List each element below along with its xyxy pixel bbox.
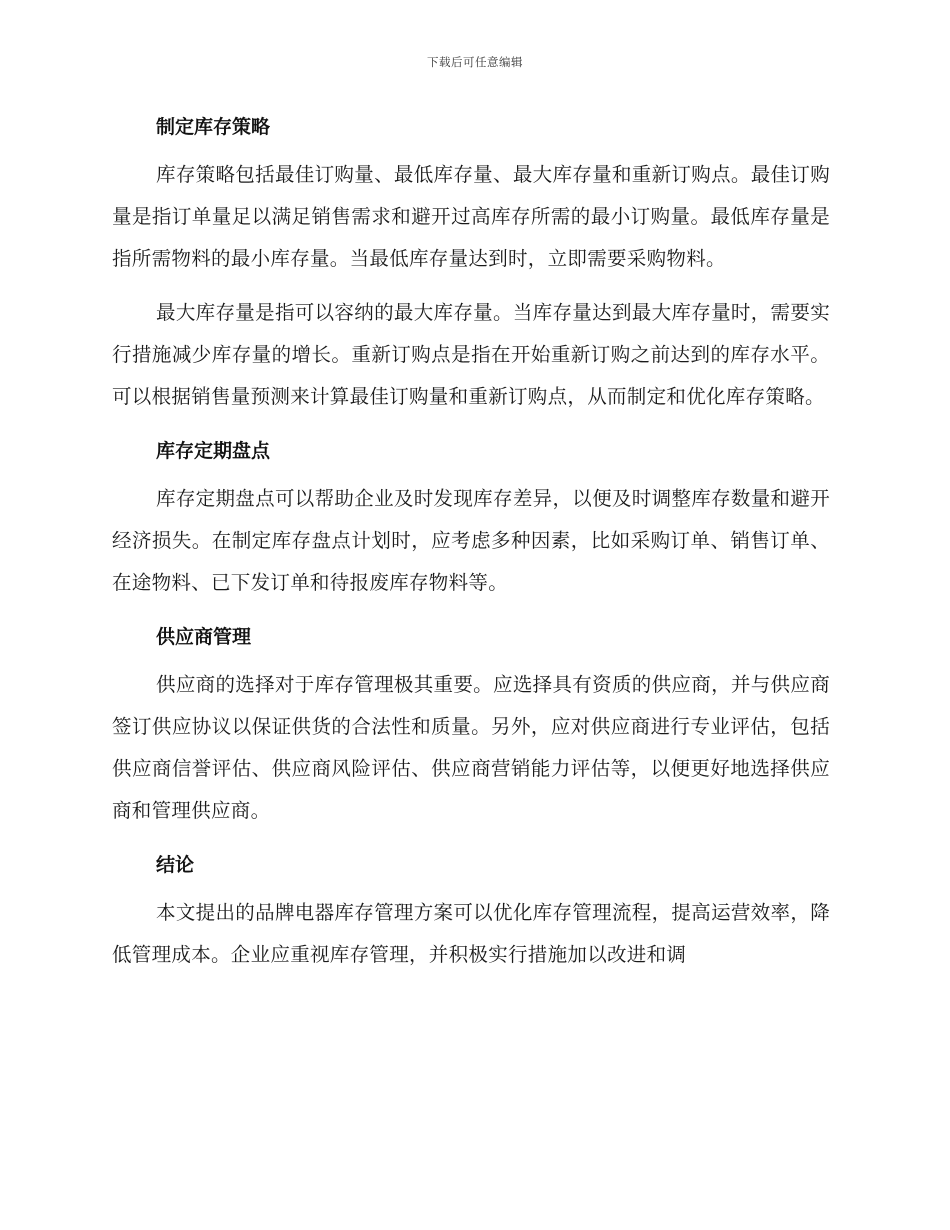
section-periodic-stocktake	[112, 432, 830, 604]
paragraph: 本文提出的品牌电器库存管理方案可以优化库存管理流程，提高运营效率，降低管理成本。企业应重视库存管理，并积极实行措施加以改进和调	[112, 901, 830, 966]
paragraph: 供应商的选择对于库存管理极其重要。应选择具有资质的供应商，并与供应商签订供应协议以保证供货的合法性和质量。另外，应对供应商进行专业评估，包括供应商信誉评估、供应商风险评估、供应商营销能力评估等，以便更好地选择供应商和管理供应商。	[112, 673, 830, 822]
section-heading: 结论	[156, 854, 195, 876]
paragraph: 库存定期盘点可以帮助企业及时发现库存差异，以便及时调整库存数量和避开经济损失。在制定库存盘点计划时，应考虑多种因素，比如采购订单、销售订单、在途物料、已下发订单和待报废库存物料等。	[112, 487, 830, 594]
section-inventory-strategy	[112, 108, 830, 418]
paragraph: 库存策略包括最佳订购量、最低库存量、最大库存量和重新订购点。最佳订购量是指订单量足以满足销售需求和避开过高库存所需的最小订购量。最低库存量是指所需物料的最小库存量。当最低库存量达到时，立即需要采购物料。	[112, 163, 830, 270]
section-conclusion	[112, 846, 830, 976]
section-heading: 制定库存策略	[156, 116, 271, 138]
section-heading: 供应商管理	[156, 626, 252, 648]
section-supplier-management	[112, 618, 830, 832]
header-note: 下载后可任意编辑	[427, 55, 523, 69]
paragraph: 最大库存量是指可以容纳的最大库存量。当库存量达到最大库存量时，需要实行措施减少库存量的增长。重新订购点是指在开始重新订购之前达到的库存水平。可以根据销售量预测来计算最佳订购量和重新订购点，从而制定和优化库存策略。	[112, 301, 830, 408]
section-heading: 库存定期盘点	[156, 440, 271, 462]
document-body	[112, 108, 830, 988]
